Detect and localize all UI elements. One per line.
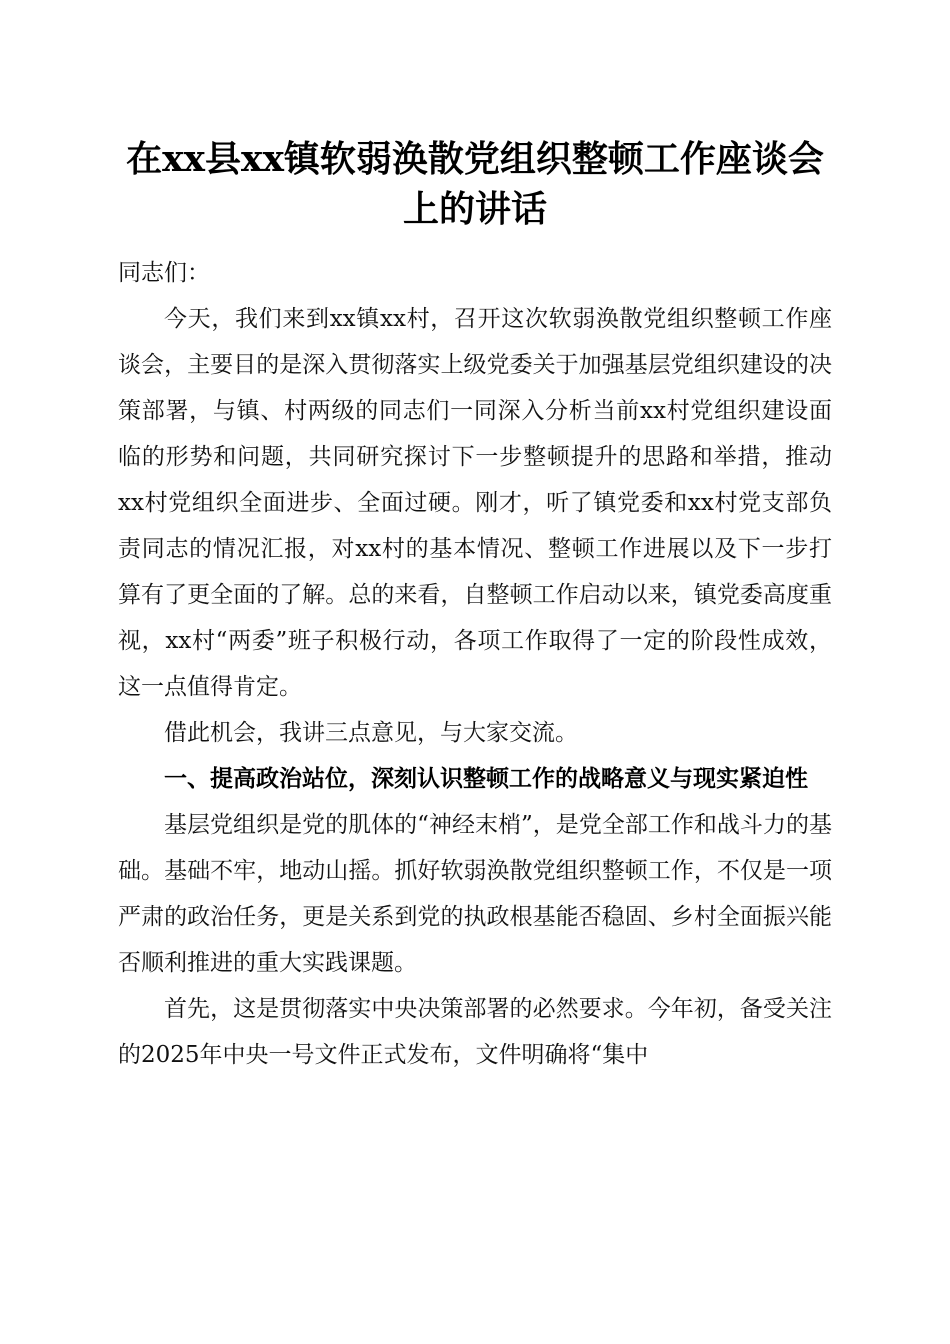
salutation: 同志们： (118, 260, 210, 286)
paragraph-section1-2: 首先，这是贯彻落实中央决策部署的必然要求。今年初，备受关注的2025年中央一号文件正式发布，文件明确将“集中 (118, 996, 832, 1068)
paragraph-intro: 今天，我们来到xx镇xx村，召开这次软弱涣散党组织整顿工作座谈会，主要目的是深入贯彻落实上级党委关于加强基层党组织建设的决策部署，与镇、村两级的同志们一同深入分析当前xx村党组织建设面临的形势和问题，共同研究探讨下一步整顿提升的思路和举措，推动xx村党组织全面进步、全面过硬。刚才，听了镇党委和xx村党支部负责同志的情况汇报，对xx村的基本情况、整顿工作进展以及下一步打算有了更全面的了解。总的来看，自整顿工作启动以来，镇党委高度重视，xx村“两委”班子积极行动，各项工作取得了一定的阶段性成效，这一点值得肯定。 (118, 306, 832, 700)
document-body (118, 250, 832, 1078)
title-line-1: 在xx县xx镇软弱涣散党组织整顿工作座谈会 (126, 138, 824, 180)
document-title (118, 134, 832, 234)
title-line-2: 上的讲话 (402, 188, 547, 230)
paragraph-section1-1: 基层党组织是党的肌体的“神经末梢”，是党全部工作和战斗力的基础。基础不牢，地动山摇。抓好软弱涣散党组织整顿工作，不仅是一项严肃的政治任务，更是关系到党的执政根基能否稳固、乡村全面振兴能否顺利推进的重大实践课题。 (118, 812, 832, 976)
section-heading-1: 一、提高政治站位，深刻认识整顿工作的战略意义与现实紧迫性 (164, 766, 808, 792)
paragraph-transition: 借此机会，我讲三点意见，与大家交流。 (164, 720, 578, 746)
